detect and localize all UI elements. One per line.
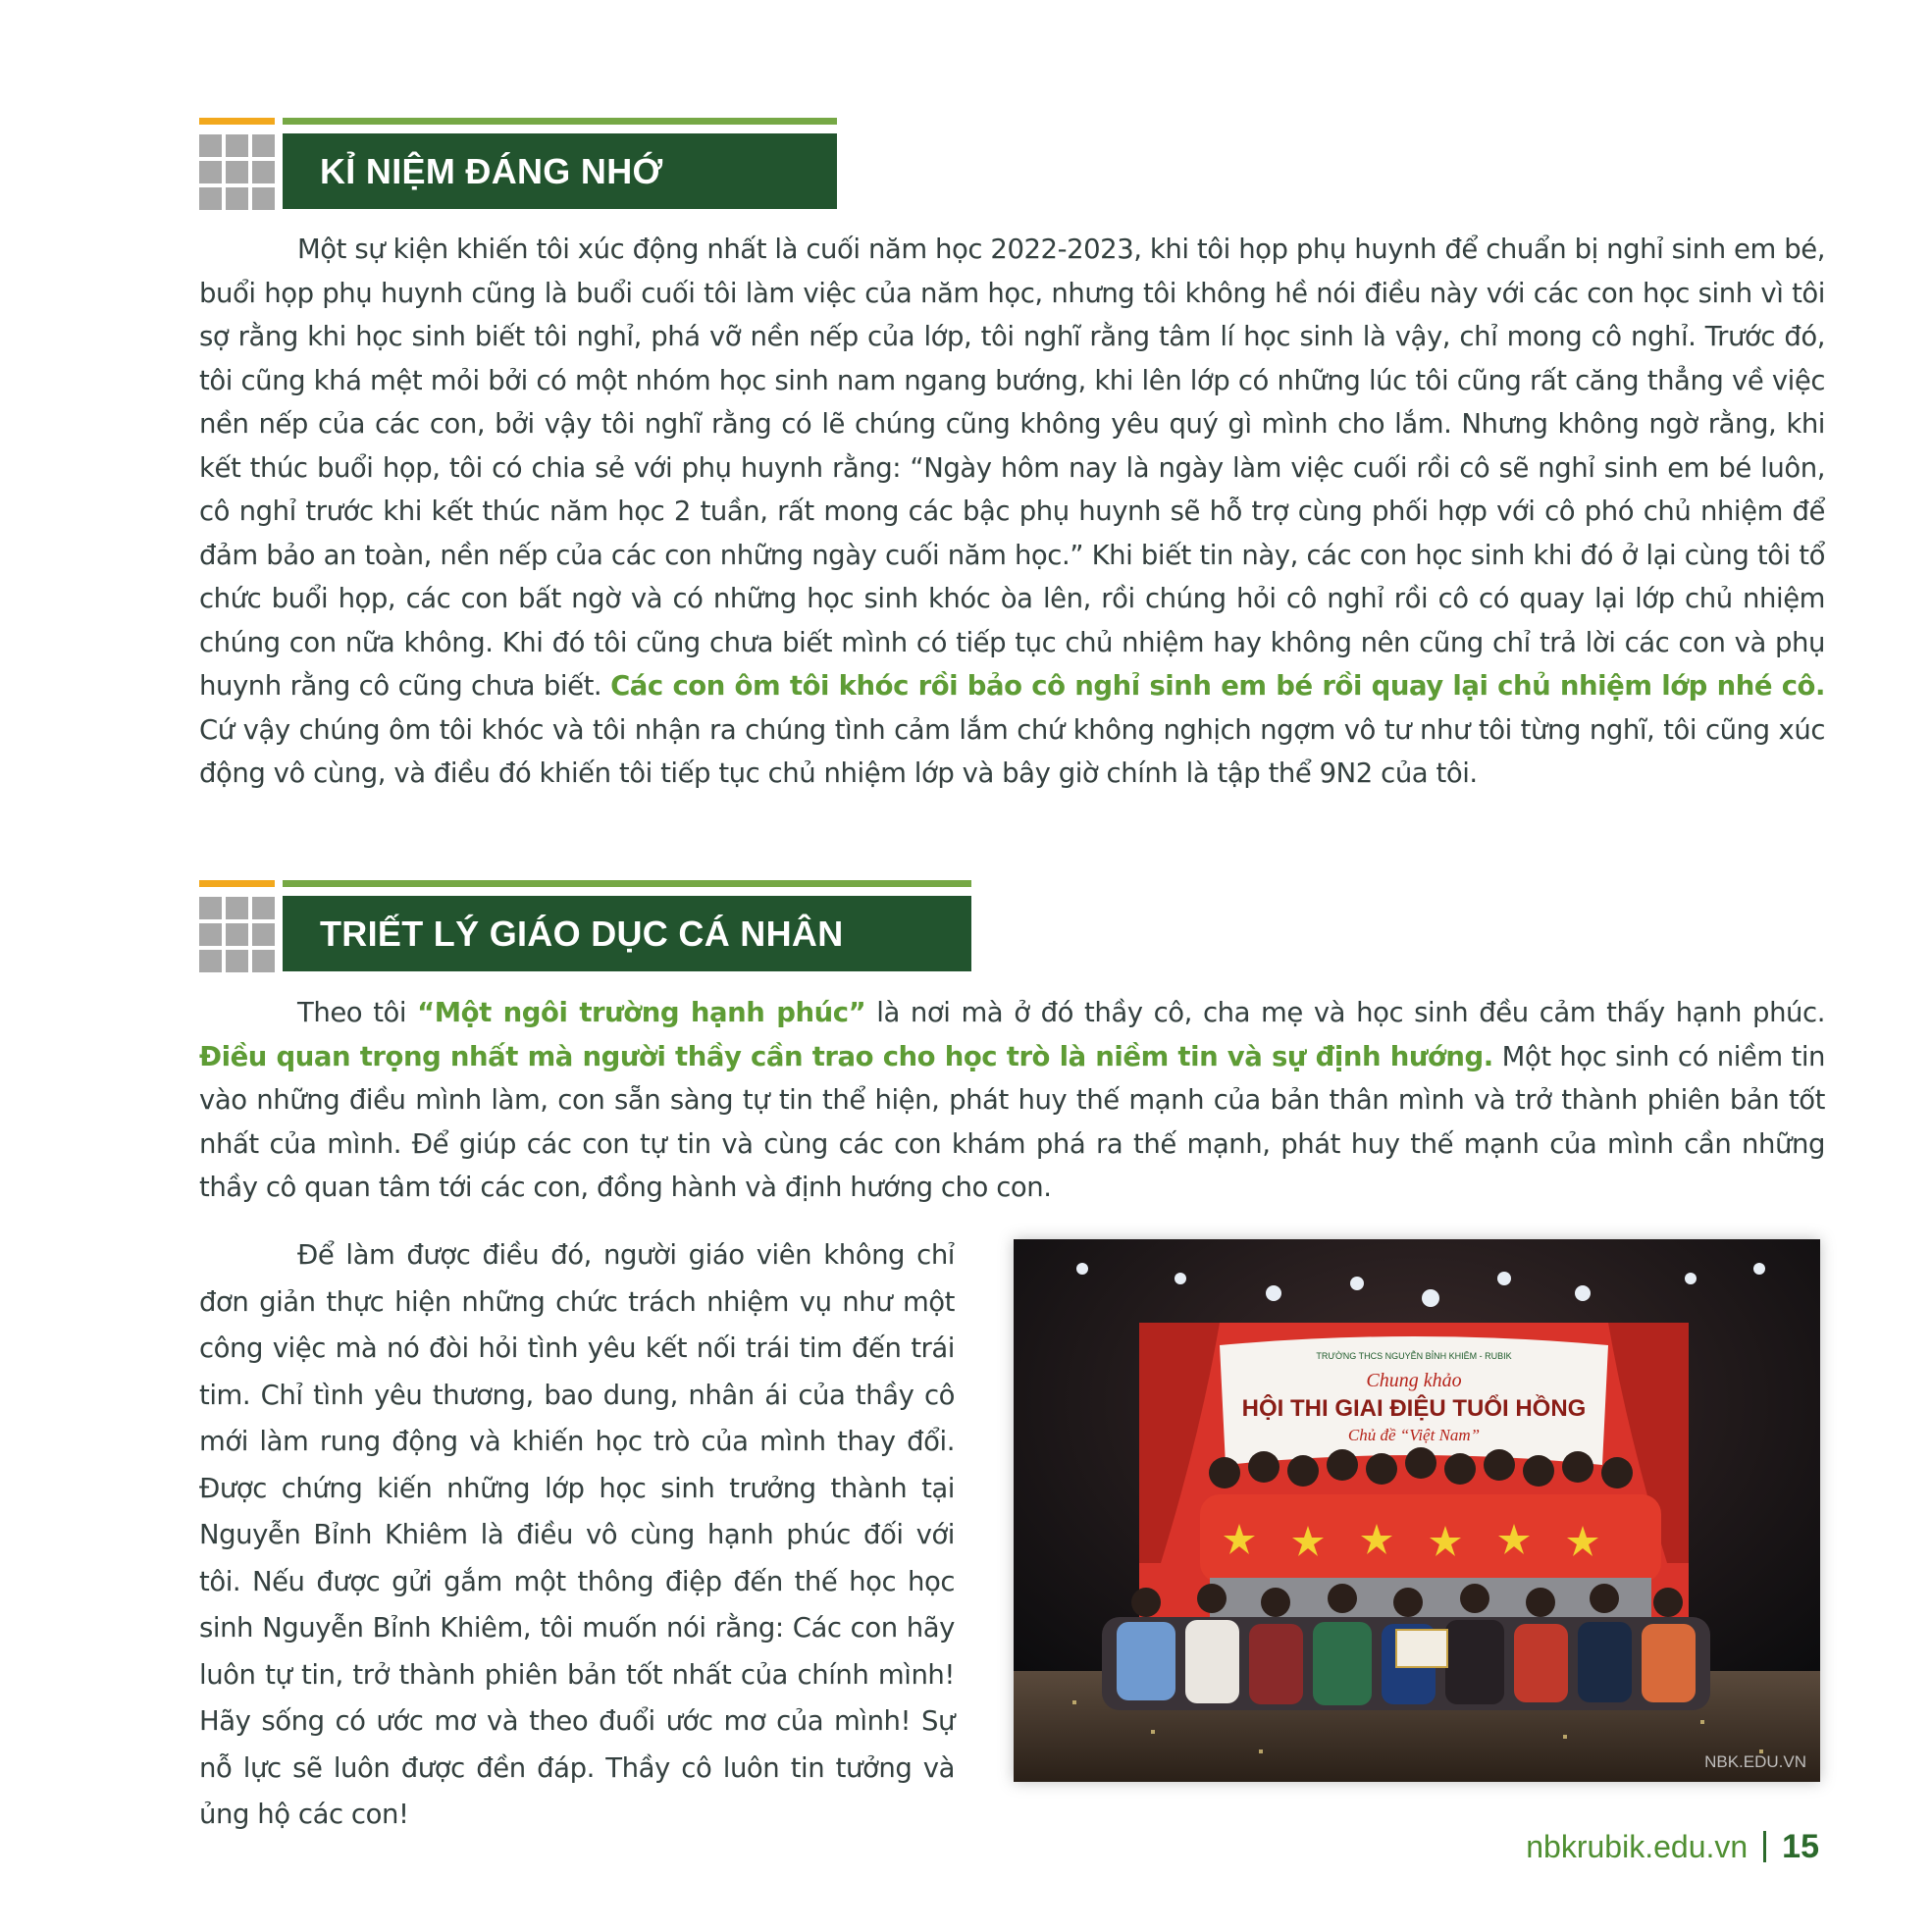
section-title: KỈ NIỆM ĐÁNG NHỚ — [320, 151, 663, 191]
section-header-memory — [199, 118, 837, 216]
memory-text: Một sự kiện khiến tôi xúc động nhất là cuối năm học 2022-2023, khi tôi họp phụ huynh để chuẩn bị nghỉ sinh em bé, buổi họp phụ huynh cũng là buổi cuối tôi làm việc của năm học, nhưng tôi không hề nói điều này với các con học sinh vì tôi sợ rằng khi học sinh biết tôi nghỉ, phá vỡ nền nếp của lớp, tôi nghĩ rằng tâm lí học sinh là vậy, chỉ mong cô nghỉ. Trước đó, tôi cũng khá mệt mỏi bởi có một nhóm học sinh nam ngang bướng, khi lên lớp có những lúc tôi cũng rất căng thẳng về việc nền nếp của các con, bởi vậy tôi nghĩ rằng có lẽ chúng cũng không yêu quý gì mình cho lắm. Nhưng không ngờ rằng, khi kết thúc buổi họp, tôi có chia sẻ với phụ huynh rằng: “Ngày hôm nay là ngày làm việc cuối rồi cô sẽ nghỉ sinh em bé luôn, cô nghỉ trước khi kết thúc năm học 2 tuần, rất mong các bậc phụ huynh sẽ hỗ trợ cùng phối hợp với cô phó chủ nhiệm để đảm bảo an toàn, nền nếp của các con những ngày cuối năm học.” Khi biết tin này, các con học sinh khi đó ở lại cùng tôi tổ chức buổi họp, các con bất ngờ và có những học sinh khóc òa lên, rồi chúng hỏi cô nghỉ rồi cô có quay lại lớp chủ nhiệm chúng con nữa không. Khi đó tôi cũng chưa biết mình có tiếp tục chủ nhiệm hay không nên cũng chỉ trả lời các con và phụ huynh rằng cô cũng chưa biết. — [199, 234, 1825, 702]
banner-subtitle: Chung khảo — [1366, 1370, 1462, 1391]
memory-text-end: Cứ vậy chúng ôm tôi khóc và tôi nhận ra chúng tình cảm lắm chứ không nghịch ngợm vô tư như tôi từng nghĩ, tôi cũng xúc động vô cùng, và điều đó khiến tôi tiếp tục chủ nhiệm lớp và bây giờ chính là tập thể 9N2 của tôi. — [199, 713, 1825, 789]
section-header-philosophy — [199, 880, 984, 978]
banner-title: HỘI THI GIAI ĐIỆU TUỔI HỒNG — [1241, 1395, 1587, 1422]
group-photo — [1014, 1239, 1820, 1782]
philosophy-text: Một học sinh có niềm tin vào những điều mình làm, con sẵn sàng tự tin thể hiện, phát huy thế mạnh của bản thân mình và trở thành phiên bản tốt nhất của mình. Để giúp các con tự tin và cùng các con khám phá ra thế mạnh, phát huy thế mạnh của mình cần những thầy cô quan tâm tới các con, đồng hành và định hướng cho con. — [199, 1040, 1826, 1203]
memory-highlight: Các con ôm tôi khóc rồi bảo cô nghỉ sinh em bé rồi quay lại chủ nhiệm lớp nhé cô. — [610, 670, 1825, 702]
philosophy-paragraph-2: Để làm được điều đó, người giáo viên không chỉ đơn giản thực hiện những chức trách nhiệm vụ như một công việc mà nó đòi hỏi tình yêu kết nối trái tim đến trái tim. Chỉ tình yêu thương, bao dung, nhân ái của thầy cô mới làm rung động và khiến học trò của mình thay đổi. Được chứng kiến những lớp học sinh trưởng thành tại Nguyễn Bỉnh Khiêm là điều vô cùng hạnh phúc đối với tôi. Nếu được gửi gắm một thông điệp đến thế học học sinh Nguyễn Bỉnh Khiêm, tôi muốn nói rằng: Các con hãy luôn tự tin, trở thành phiên bản tốt nhất của chính mình! Hãy sống có ước mơ và theo đuổi ước mơ của mình! Sự nỗ lực sẽ luôn được đền đáp. Thầy cô luôn tin tưởng và ủng hộ các con! — [199, 1239, 955, 1830]
philosophy-highlight-quote: “Một ngôi trường hạnh phúc” — [417, 997, 866, 1028]
grid-bullet-icon — [199, 118, 275, 211]
footer-website: nbkrubik.edu.vn — [1526, 1828, 1749, 1864]
banner-school-text: TRƯỜNG THCS NGUYỄN BỈNH KHIÊM - RUBIK — [1316, 1351, 1512, 1361]
banner-theme: Chủ đề “Việt Nam” — [1347, 1426, 1481, 1444]
grid-bullet-icon — [199, 880, 275, 973]
section-title: TRIẾT LÝ GIÁO DỤC CÁ NHÂN — [320, 914, 844, 954]
philosophy-highlight-key: Điều quan trọng nhất mà người thầy cần trao cho học trò là niềm tin và sự định hướng. — [199, 1040, 1493, 1072]
photo-watermark: NBK.EDU.VN — [1704, 1752, 1806, 1771]
philosophy-mid: là nơi mà ở đó thầy cô, cha mẹ và học sinh đều cảm thấy hạnh phúc. — [876, 997, 1825, 1028]
page-number: 15 — [1782, 1827, 1819, 1865]
page-footer — [1526, 1827, 1819, 1866]
philosophy-paragraph-1 — [199, 991, 1825, 1210]
philosophy-lead: Theo tôi — [297, 997, 407, 1028]
memory-paragraph — [199, 228, 1825, 796]
footer-divider — [1763, 1831, 1766, 1862]
